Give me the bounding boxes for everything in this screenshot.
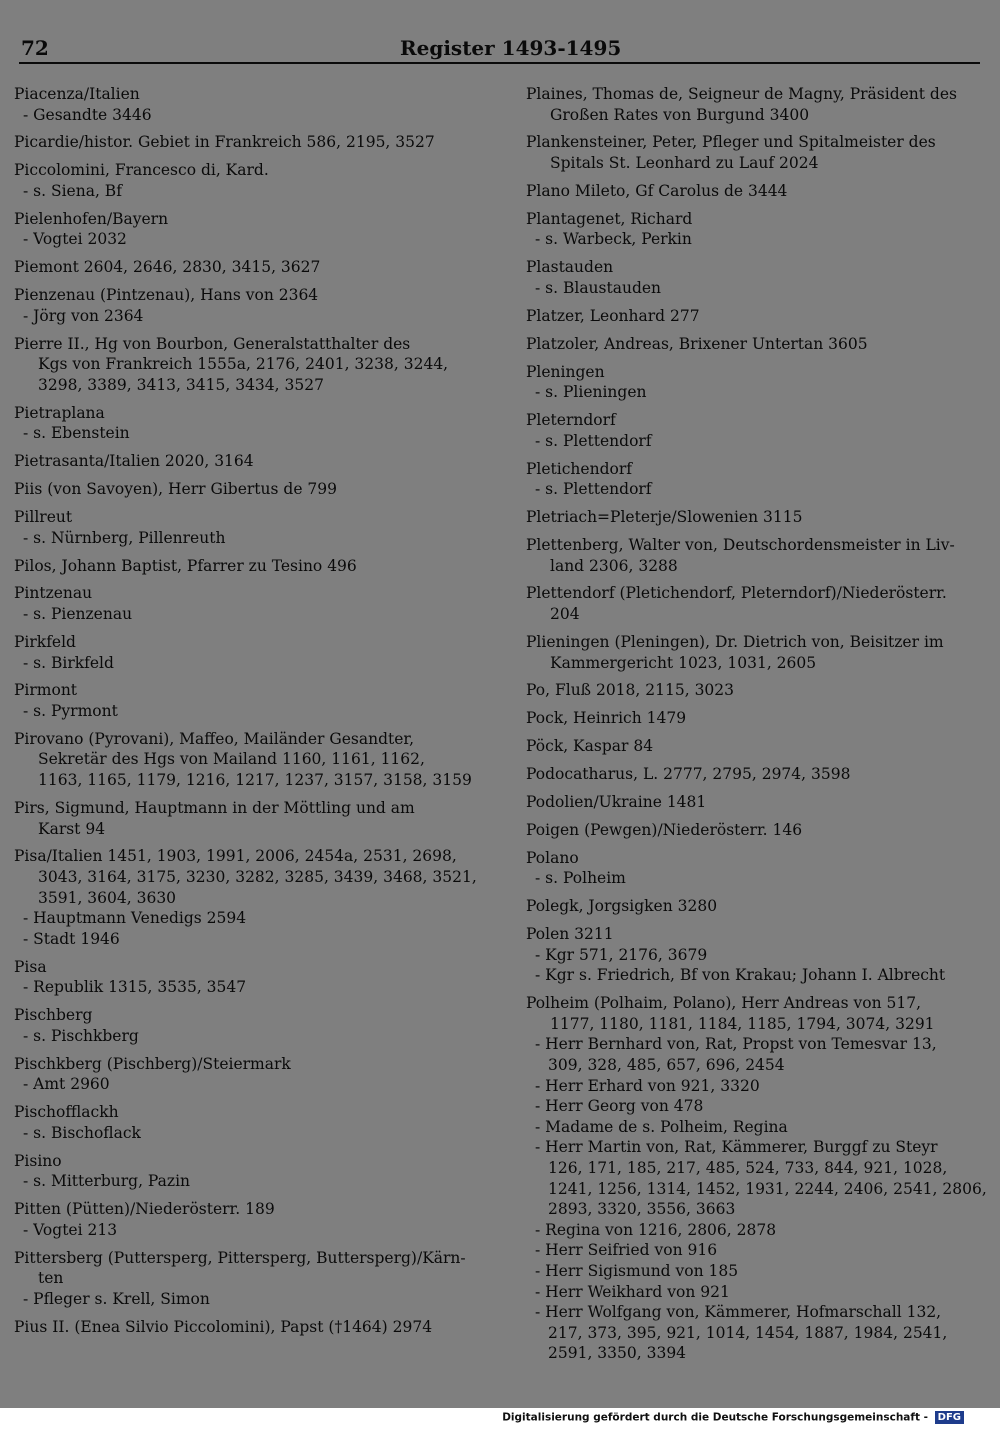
entry-headword-line: Plankensteiner, Peter, Pfleger und Spitalmeister des <box>526 133 936 152</box>
index-entry <box>14 285 470 326</box>
entry-headword-line: Pienzenau (Pintzenau), Hans von 2364 <box>14 286 319 305</box>
index-entry <box>526 993 987 1364</box>
index-entry <box>14 209 470 250</box>
entry-headword-line: Pischkberg (Pischberg)/Steiermark <box>14 1054 291 1073</box>
entry-line: 1241, 1256, 1314, 1452, 1931, 2244, 2406, 2541, 2806, <box>548 1179 987 1198</box>
index-entry <box>526 632 976 673</box>
entry-line: 3591, 3604, 3630 <box>38 888 177 907</box>
entry-line: - Herr Weikhard von 921 <box>535 1282 730 1301</box>
entry-line: - s. Bischoflack <box>23 1123 141 1142</box>
index-entry <box>14 680 470 721</box>
index-entry <box>526 924 976 986</box>
entry-headword-line: Pletichendorf <box>526 459 632 478</box>
entry-headword-line: Poigen (Pewgen)/Niederösterr. 146 <box>526 820 803 839</box>
entry-headword-line: Platzer, Leonhard 277 <box>526 306 700 325</box>
entry-line: - Herr Georg von 478 <box>535 1097 704 1116</box>
entry-headword-line: Piis (von Savoyen), Herr Gibertus de 799 <box>14 480 338 499</box>
entry-line: - s. Siena, Bf <box>23 181 122 200</box>
index-entry <box>526 792 976 813</box>
dfg-logo: DFG <box>935 1411 964 1424</box>
index-entry <box>526 848 976 889</box>
entry-line: - Gesandte 3446 <box>23 105 152 124</box>
entry-line: - s. Birkfeld <box>23 653 114 672</box>
index-entry <box>526 84 976 125</box>
entry-headword-line: Pischberg <box>14 1006 93 1025</box>
entry-headword-line: Pittersberg (Puttersperg, Pittersperg, Buttersperg)/Kärn- <box>14 1248 466 1267</box>
entry-line: - Hauptmann Venedigs 2594 <box>23 909 247 928</box>
entry-headword-line: Plantagenet, Richard <box>526 209 693 228</box>
index-entry <box>526 132 976 173</box>
entry-line: 217, 373, 395, 921, 1014, 1454, 1887, 1984, 2541, <box>548 1323 948 1342</box>
index-entry <box>14 334 470 396</box>
entry-headword-line: Pöck, Kaspar 84 <box>526 737 654 756</box>
index-entry <box>14 84 470 125</box>
index-entry <box>14 583 470 624</box>
entry-headword-line: Pilos, Johann Baptist, Pfarrer zu Tesino 496 <box>14 556 357 575</box>
entry-line: - s. Warbeck, Perkin <box>535 230 692 249</box>
entry-headword-line: Polegk, Jorgsigken 3280 <box>526 897 718 916</box>
index-entry <box>14 479 470 500</box>
entry-line: 309, 328, 485, 657, 696, 2454 <box>548 1055 785 1074</box>
index-entry <box>526 708 976 729</box>
index-entry <box>526 535 976 576</box>
entry-headword-line: Podolien/Ukraine 1481 <box>526 792 707 811</box>
entry-line: - s. Pyrmont <box>23 702 118 720</box>
index-entry <box>14 1199 470 1240</box>
entry-line: 1163, 1165, 1179, 1216, 1217, 1237, 3157, 3158, 3159 <box>38 771 472 790</box>
index-entry <box>526 257 976 298</box>
entry-line: - s. Nürnberg, Pillenreuth <box>23 528 226 547</box>
index-entry <box>14 160 470 201</box>
right-column <box>526 84 987 1371</box>
entry-headword-line: Pisa <box>14 957 47 976</box>
entry-headword-line: Piemont 2604, 2646, 2830, 3415, 3627 <box>14 258 321 277</box>
entry-headword-line: Picardie/histor. Gebiet in Frankreich 586, 2195, 3527 <box>14 133 435 152</box>
entry-line: - s. Plettendorf <box>535 480 652 499</box>
entry-line: - Kgr 571, 2176, 3679 <box>535 945 708 964</box>
entry-headword-line: Plieningen (Pleningen), Dr. Dietrich von, Beisitzer im <box>526 632 944 651</box>
index-entry <box>526 736 976 757</box>
entry-headword-line: Pirmont <box>14 681 78 700</box>
index-entry <box>526 209 976 250</box>
index-entry <box>526 410 976 451</box>
entry-line: 204 <box>550 605 580 624</box>
entry-headword-line: Platzoler, Andreas, Brixener Untertan 3605 <box>526 334 868 353</box>
index-entry <box>526 680 976 701</box>
entry-line: - s. Blaustauden <box>535 278 662 297</box>
entry-line: 3298, 3389, 3413, 3415, 3434, 3527 <box>38 375 324 394</box>
entry-line: 2591, 3350, 3394 <box>548 1344 687 1363</box>
entry-line: - s. Ebenstein <box>23 424 130 443</box>
entry-headword-line: Pielenhofen/Bayern <box>14 209 169 228</box>
entry-headword-line: Pleningen <box>526 362 605 381</box>
entry-headword-line: Piacenza/Italien <box>14 85 140 103</box>
entry-headword-line: Plano Mileto, Gf Carolus de 3444 <box>526 181 788 200</box>
entry-line: - s. Mitterburg, Pazin <box>23 1172 191 1191</box>
entry-line: - Madame de s. Polheim, Regina <box>535 1117 788 1136</box>
index-entry <box>14 556 470 577</box>
entry-line: 1177, 1180, 1181, 1184, 1185, 1794, 3074, 3291 <box>550 1014 935 1033</box>
entry-line: - Jörg von 2364 <box>23 306 144 325</box>
entry-headword-line: Pischofflackh <box>14 1103 119 1122</box>
index-entry <box>526 820 976 841</box>
entry-line: - Kgr s. Friedrich, Bf von Krakau; Johann I. Albrecht <box>535 966 946 985</box>
entry-headword-line: Polen 3211 <box>526 925 614 944</box>
entry-headword-line: Po, Fluß 2018, 2115, 3023 <box>526 681 735 700</box>
entry-headword-line: Pietraplana <box>14 403 105 422</box>
index-entry <box>526 362 976 403</box>
running-title: Register 1493-1495 <box>400 36 622 60</box>
index-entry <box>526 896 976 917</box>
entry-headword-line: Polano <box>526 848 579 867</box>
entry-headword-line: Pintzenau <box>14 584 93 603</box>
entry-line: Kammergericht 1023, 1031, 2605 <box>550 653 817 672</box>
footer-text: Digitalisierung gefördert durch die Deutsche Forschungsgemeinschaft - <box>502 1411 928 1424</box>
entry-line: - Herr Erhard von 921, 3320 <box>535 1076 760 1095</box>
index-entry <box>526 583 976 624</box>
entry-headword-line: Plaines, Thomas de, Seigneur de Magny, Präsident des <box>526 85 957 103</box>
entry-headword-line: Pisa/Italien 1451, 1903, 1991, 2006, 2454a, 2531, 2698, <box>14 847 457 866</box>
entry-line: Karst 94 <box>38 819 106 838</box>
entry-headword-line: Pirovano (Pyrovani), Maffeo, Mailänder Gesandter, <box>14 729 415 748</box>
entry-line: Kgs von Frankreich 1555a, 2176, 2401, 3238, 3244, <box>38 355 449 374</box>
index-entry <box>526 334 976 355</box>
index-entry <box>14 257 470 278</box>
entry-headword-line: Pius II. (Enea Silvio Piccolomini), Papst (†1464) 2974 <box>14 1317 433 1336</box>
entry-line: land 2306, 3288 <box>550 556 678 575</box>
entry-headword-line: Pisino <box>14 1151 62 1170</box>
index-entry <box>526 181 976 202</box>
entry-headword-line: Pock, Heinrich 1479 <box>526 709 687 728</box>
entry-line: 3043, 3164, 3175, 3230, 3282, 3285, 3439, 3468, 3521, <box>38 868 477 887</box>
entry-line: 2893, 3320, 3556, 3663 <box>548 1200 736 1219</box>
entry-line: - s. Pischkberg <box>23 1026 139 1045</box>
entry-headword-line: Pirs, Sigmund, Hauptmann in der Möttling und am <box>14 798 415 817</box>
index-entry <box>14 1005 470 1046</box>
entry-headword-line: Piccolomini, Francesco di, Kard. <box>14 161 269 180</box>
entry-headword-line: Pietrasanta/Italien 2020, 3164 <box>14 452 254 471</box>
entry-headword-line: Plettendorf (Pletichendorf, Pleterndorf)/Niederösterr. <box>526 584 947 603</box>
entry-headword-line: Pletriach=Pleterje/Slowenien 3115 <box>526 508 803 527</box>
entry-line: - Vogtei 2032 <box>23 230 127 249</box>
entry-line: Spitals St. Leonhard zu Lauf 2024 <box>550 154 819 173</box>
index-entry <box>14 632 470 673</box>
index-entry <box>14 507 470 548</box>
entry-line: - Herr Wolfgang von, Kämmerer, Hofmarschall 132, <box>535 1303 942 1322</box>
index-entry <box>14 132 470 153</box>
entry-headword-line: Pirkfeld <box>14 632 76 651</box>
entry-line: - Stadt 1946 <box>23 929 120 948</box>
entry-line: - Amt 2960 <box>23 1075 110 1094</box>
entry-line: - Pfleger s. Krell, Simon <box>23 1289 210 1308</box>
index-entry <box>526 306 976 327</box>
left-column <box>14 84 477 1345</box>
entry-line: Großen Rates von Burgund 3400 <box>550 105 810 124</box>
entry-line: - s. Plettendorf <box>535 431 652 450</box>
index-entry <box>14 1317 470 1338</box>
entry-line: - Vogtei 213 <box>23 1220 118 1239</box>
index-entry <box>14 1102 470 1143</box>
entry-line: - s. Pienzenau <box>23 605 133 624</box>
entry-headword-line: Plastauden <box>526 258 614 277</box>
entry-headword-line: Plettenberg, Walter von, Deutschordensmeister in Liv- <box>526 535 955 554</box>
index-entry <box>14 1248 470 1310</box>
index-entry <box>14 451 470 472</box>
entry-headword-line: Pierre II., Hg von Bourbon, Generalstatthalter des <box>14 334 411 353</box>
entry-headword-line: Podocatharus, L. 2777, 2795, 2974, 3598 <box>526 765 851 784</box>
entry-line: - Regina von 1216, 2806, 2878 <box>535 1220 777 1239</box>
index-entry <box>526 764 976 785</box>
index-entry <box>14 846 477 949</box>
entry-headword-line: Polheim (Polhaim, Polano), Herr Andreas von 517, <box>526 994 921 1013</box>
entry-line: ten <box>38 1269 64 1288</box>
entry-headword-line: Pillreut <box>14 508 73 527</box>
index-entry <box>14 1151 470 1192</box>
footer-credit <box>502 1411 964 1424</box>
entry-headword-line: Pleterndorf <box>526 411 616 430</box>
index-entry <box>14 798 470 839</box>
entry-line: - Herr Bernhard von, Rat, Propst von Temesvar 13, <box>535 1035 937 1054</box>
entry-line: - s. Polheim <box>535 869 626 888</box>
entry-line: - s. Plieningen <box>535 383 647 402</box>
index-entry <box>14 403 470 444</box>
entry-line: - Herr Seifried von 916 <box>535 1241 718 1260</box>
entry-line: - Herr Sigismund von 185 <box>535 1261 739 1280</box>
entry-line: - Herr Martin von, Rat, Kämmerer, Burggf zu Steyr <box>535 1138 938 1157</box>
index-entry <box>14 729 470 791</box>
entry-line: Sekretär des Hgs von Mailand 1160, 1161, 1162, <box>38 750 425 769</box>
entry-line: 126, 171, 185, 217, 485, 524, 733, 844, 921, 1028, <box>548 1158 948 1177</box>
index-entry <box>14 957 470 998</box>
entry-headword-line: Pitten (Pütten)/Niederösterr. 189 <box>14 1200 275 1219</box>
header-rule <box>19 62 980 64</box>
index-entry <box>14 1054 470 1095</box>
page-number: 72 <box>21 36 49 60</box>
index-entry <box>526 459 976 500</box>
entry-line: - Republik 1315, 3535, 3547 <box>23 978 247 997</box>
index-entry <box>526 507 976 528</box>
